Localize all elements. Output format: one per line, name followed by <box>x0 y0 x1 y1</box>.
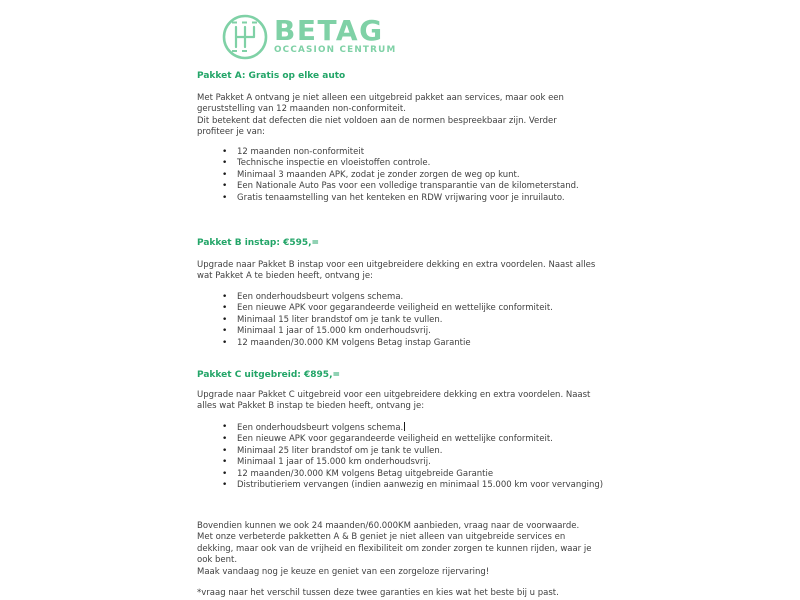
pakket-c-intro <box>197 390 590 413</box>
text-caret <box>404 422 405 431</box>
logo-text <box>274 13 396 55</box>
list-item: • Een nieuwe APK voor gegarandeerde veiligheid en wettelijke conformiteit. <box>197 434 603 445</box>
text-line: alles wat Pakket B instap te bieden heeft, ontvang je: <box>197 401 425 412</box>
list-item: • Een nieuwe APK voor gegarandeerde veiligheid en wettelijke conformiteit. <box>197 303 553 314</box>
text-line: Met onze verbeterde pakketten A & B geniet je niet alleen van uitgebreide services en <box>197 532 566 543</box>
pakket-a-bullets <box>197 147 579 204</box>
list-item: • 12 maanden/30.000 KM volgens Betag instap Garantie <box>197 338 553 349</box>
text-line: dekking, maar ook van de vrijheid en flexibiliteit om zonder zorgen te kunnen rijden, waar je <box>197 543 592 554</box>
pakket-a-heading: Pakket A: Gratis op elke auto <box>197 71 346 81</box>
pakket-c-bullets <box>197 422 603 491</box>
list-item: • 12 maanden non-conformiteit <box>197 147 579 158</box>
pakket-b-intro <box>197 260 595 283</box>
text-line: ook bent. <box>197 555 238 566</box>
footnote: *vraag naar het verschil tussen deze twee garanties en kies wat het beste bij u past. <box>197 588 559 598</box>
text-line: Maak vandaag nog je keuze en geniet van een zorgeloze rijervaring! <box>197 566 490 577</box>
pakket-b-bullets <box>197 292 553 349</box>
pakket-c-heading: Pakket C uitgebreid: €895,= <box>197 370 341 380</box>
list-item: • Minimaal 15 liter brandstof om je tank te vullen. <box>197 315 553 326</box>
text-line: Bovendien kunnen we ook 24 maanden/60.000KM aanbieden, vraag naar de voorwaarde. <box>197 521 580 531</box>
text-line: geruststelling van 12 maanden non-conformiteit. <box>197 104 406 115</box>
list-item: • Minimaal 3 maanden APK, zodat je zonder zorgen de weg op kunt. <box>197 170 579 181</box>
list-item: • Distributieriem vervangen (indien aanwezig en minimaal 15.000 km voor vervanging) <box>197 480 603 491</box>
text-line: Upgrade naar Pakket B instap voor een uitgebreidere dekking en extra voordelen. Naast alles <box>197 260 596 270</box>
text-line: Upgrade naar Pakket C uitgebreid voor een uitgebreidere dekking en extra voordelen. Naast <box>197 390 591 400</box>
list-item: • Technische inspectie en vloeistoffen controle. <box>197 158 579 169</box>
closing-paragraph <box>197 521 591 578</box>
brand-name: BETAG <box>274 14 384 47</box>
gear-shift-icon <box>221 13 269 61</box>
list-item: • Minimaal 1 jaar of 15.000 km onderhoudsvrij. <box>197 457 603 468</box>
text-line: wat Pakket A te bieden heeft, ontvang je: <box>197 271 373 282</box>
logo <box>221 13 396 61</box>
list-item: • Een onderhoudsbeurt volgens schema. <box>197 422 603 434</box>
list-item: • 12 maanden/30.000 KM volgens Betag uitgebreide Garantie <box>197 469 603 480</box>
pakket-a-intro <box>197 93 564 139</box>
list-item: • Minimaal 1 jaar of 15.000 km onderhoudsvrij. <box>197 326 553 337</box>
pakket-b-heading: Pakket B instap: €595,= <box>197 238 320 248</box>
text-line: profiteer je van: <box>197 127 266 138</box>
text-line: Dit betekent dat defecten die niet voldoen aan de normen bespreekbaar zijn. Verder <box>197 115 557 126</box>
text-line: Met Pakket A ontvang je niet alleen een uitgebreid pakket aan services, maar ook een <box>197 93 564 103</box>
list-item: • Gratis tenaamstelling van het kenteken en RDW vrijwaring voor je inruilauto. <box>197 193 579 204</box>
list-item: • Minimaal 25 liter brandstof om je tank te vullen. <box>197 446 603 457</box>
brand-subtitle: OCCASION CENTRUM <box>274 45 397 55</box>
list-item: • Een onderhoudsbeurt volgens schema. <box>197 292 553 303</box>
list-item: • Een Nationale Auto Pas voor een volledige transparantie van de kilometerstand. <box>197 181 579 192</box>
